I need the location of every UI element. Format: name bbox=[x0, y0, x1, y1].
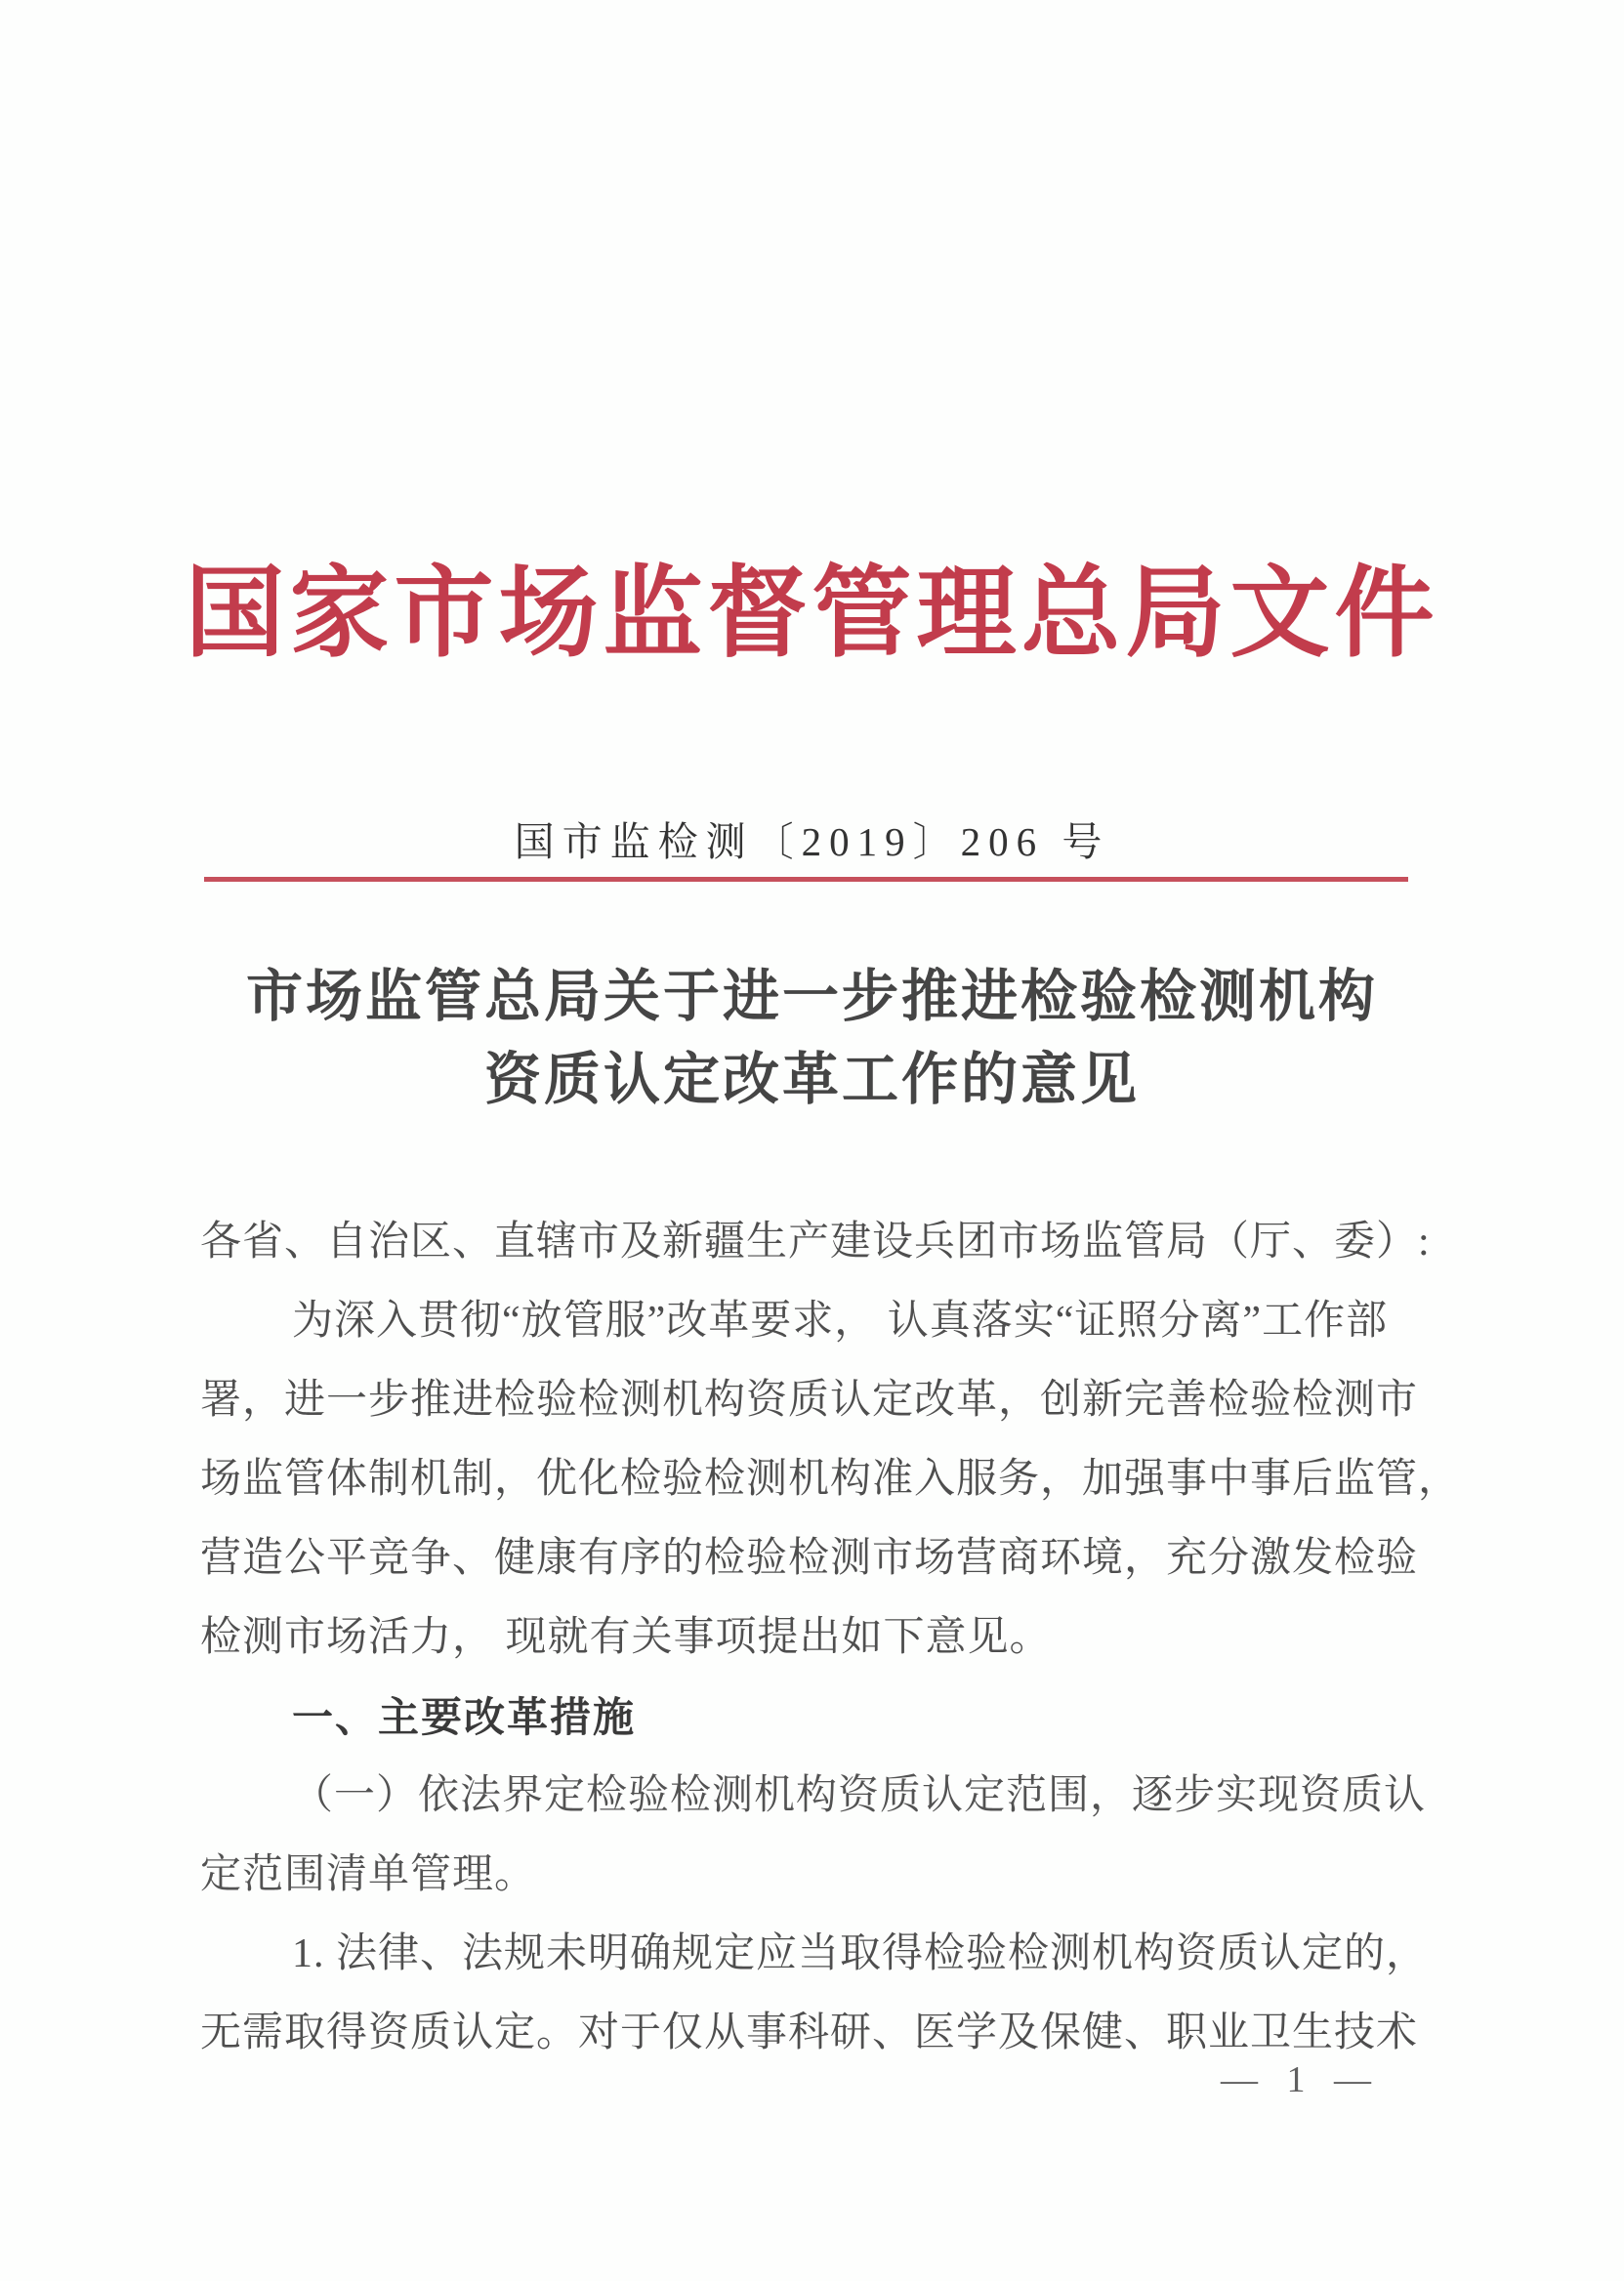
body-line: 各省、自治区、直辖市及新疆生产建设兵团市场监管局（厅、委）: bbox=[200, 1220, 1431, 1265]
document-title-line1: 市场监管总局关于进一步推进检验检测机构 bbox=[245, 965, 1378, 1028]
body-line: 一、主要改革措施 bbox=[292, 1694, 637, 1740]
document-title bbox=[0, 955, 1624, 1121]
body-line: 1. 法律、法规未明确规定应当取得检验检测机构资质认定的， bbox=[292, 1931, 1429, 1976]
body-line: 场监管体制机制，优化检验检测机构准入服务，加强事中事后监管， bbox=[200, 1457, 1461, 1502]
document-title-line2: 资质认定改革工作的意见 bbox=[483, 1048, 1140, 1111]
letterhead-title: 国家市场监督管理总局文件 bbox=[185, 560, 1439, 670]
body-line: 营造公平竞争、健康有序的检验检测市场营商环境，充分激发检验 bbox=[200, 1536, 1419, 1581]
document-body bbox=[200, 1203, 1461, 2073]
page-number: — 1 — bbox=[1221, 2059, 1381, 2100]
document-reference-number: 国市监检测〔2019〕206 号 bbox=[514, 819, 1110, 864]
body-line: 为深入贯彻“放管服”改革要求， 认真落实“证照分离”工作部 bbox=[292, 1299, 1389, 1344]
body-line: 定范围清单管理。 bbox=[200, 1852, 537, 1897]
letterhead-divider-rule bbox=[204, 877, 1408, 882]
body-line: 检测市场活力， 现就有关事项提出如下意见。 bbox=[200, 1615, 1052, 1660]
body-line: （一）依法界定检验检测机构资质认定范围，逐步实现资质认 bbox=[292, 1773, 1427, 1818]
body-line: 无需取得资质认定。对于仅从事科研、医学及保健、职业卫生技术 bbox=[200, 2011, 1419, 2055]
body-line: 署，进一步推进检验检测机构资质认定改革，创新完善检验检测市 bbox=[200, 1378, 1419, 1423]
